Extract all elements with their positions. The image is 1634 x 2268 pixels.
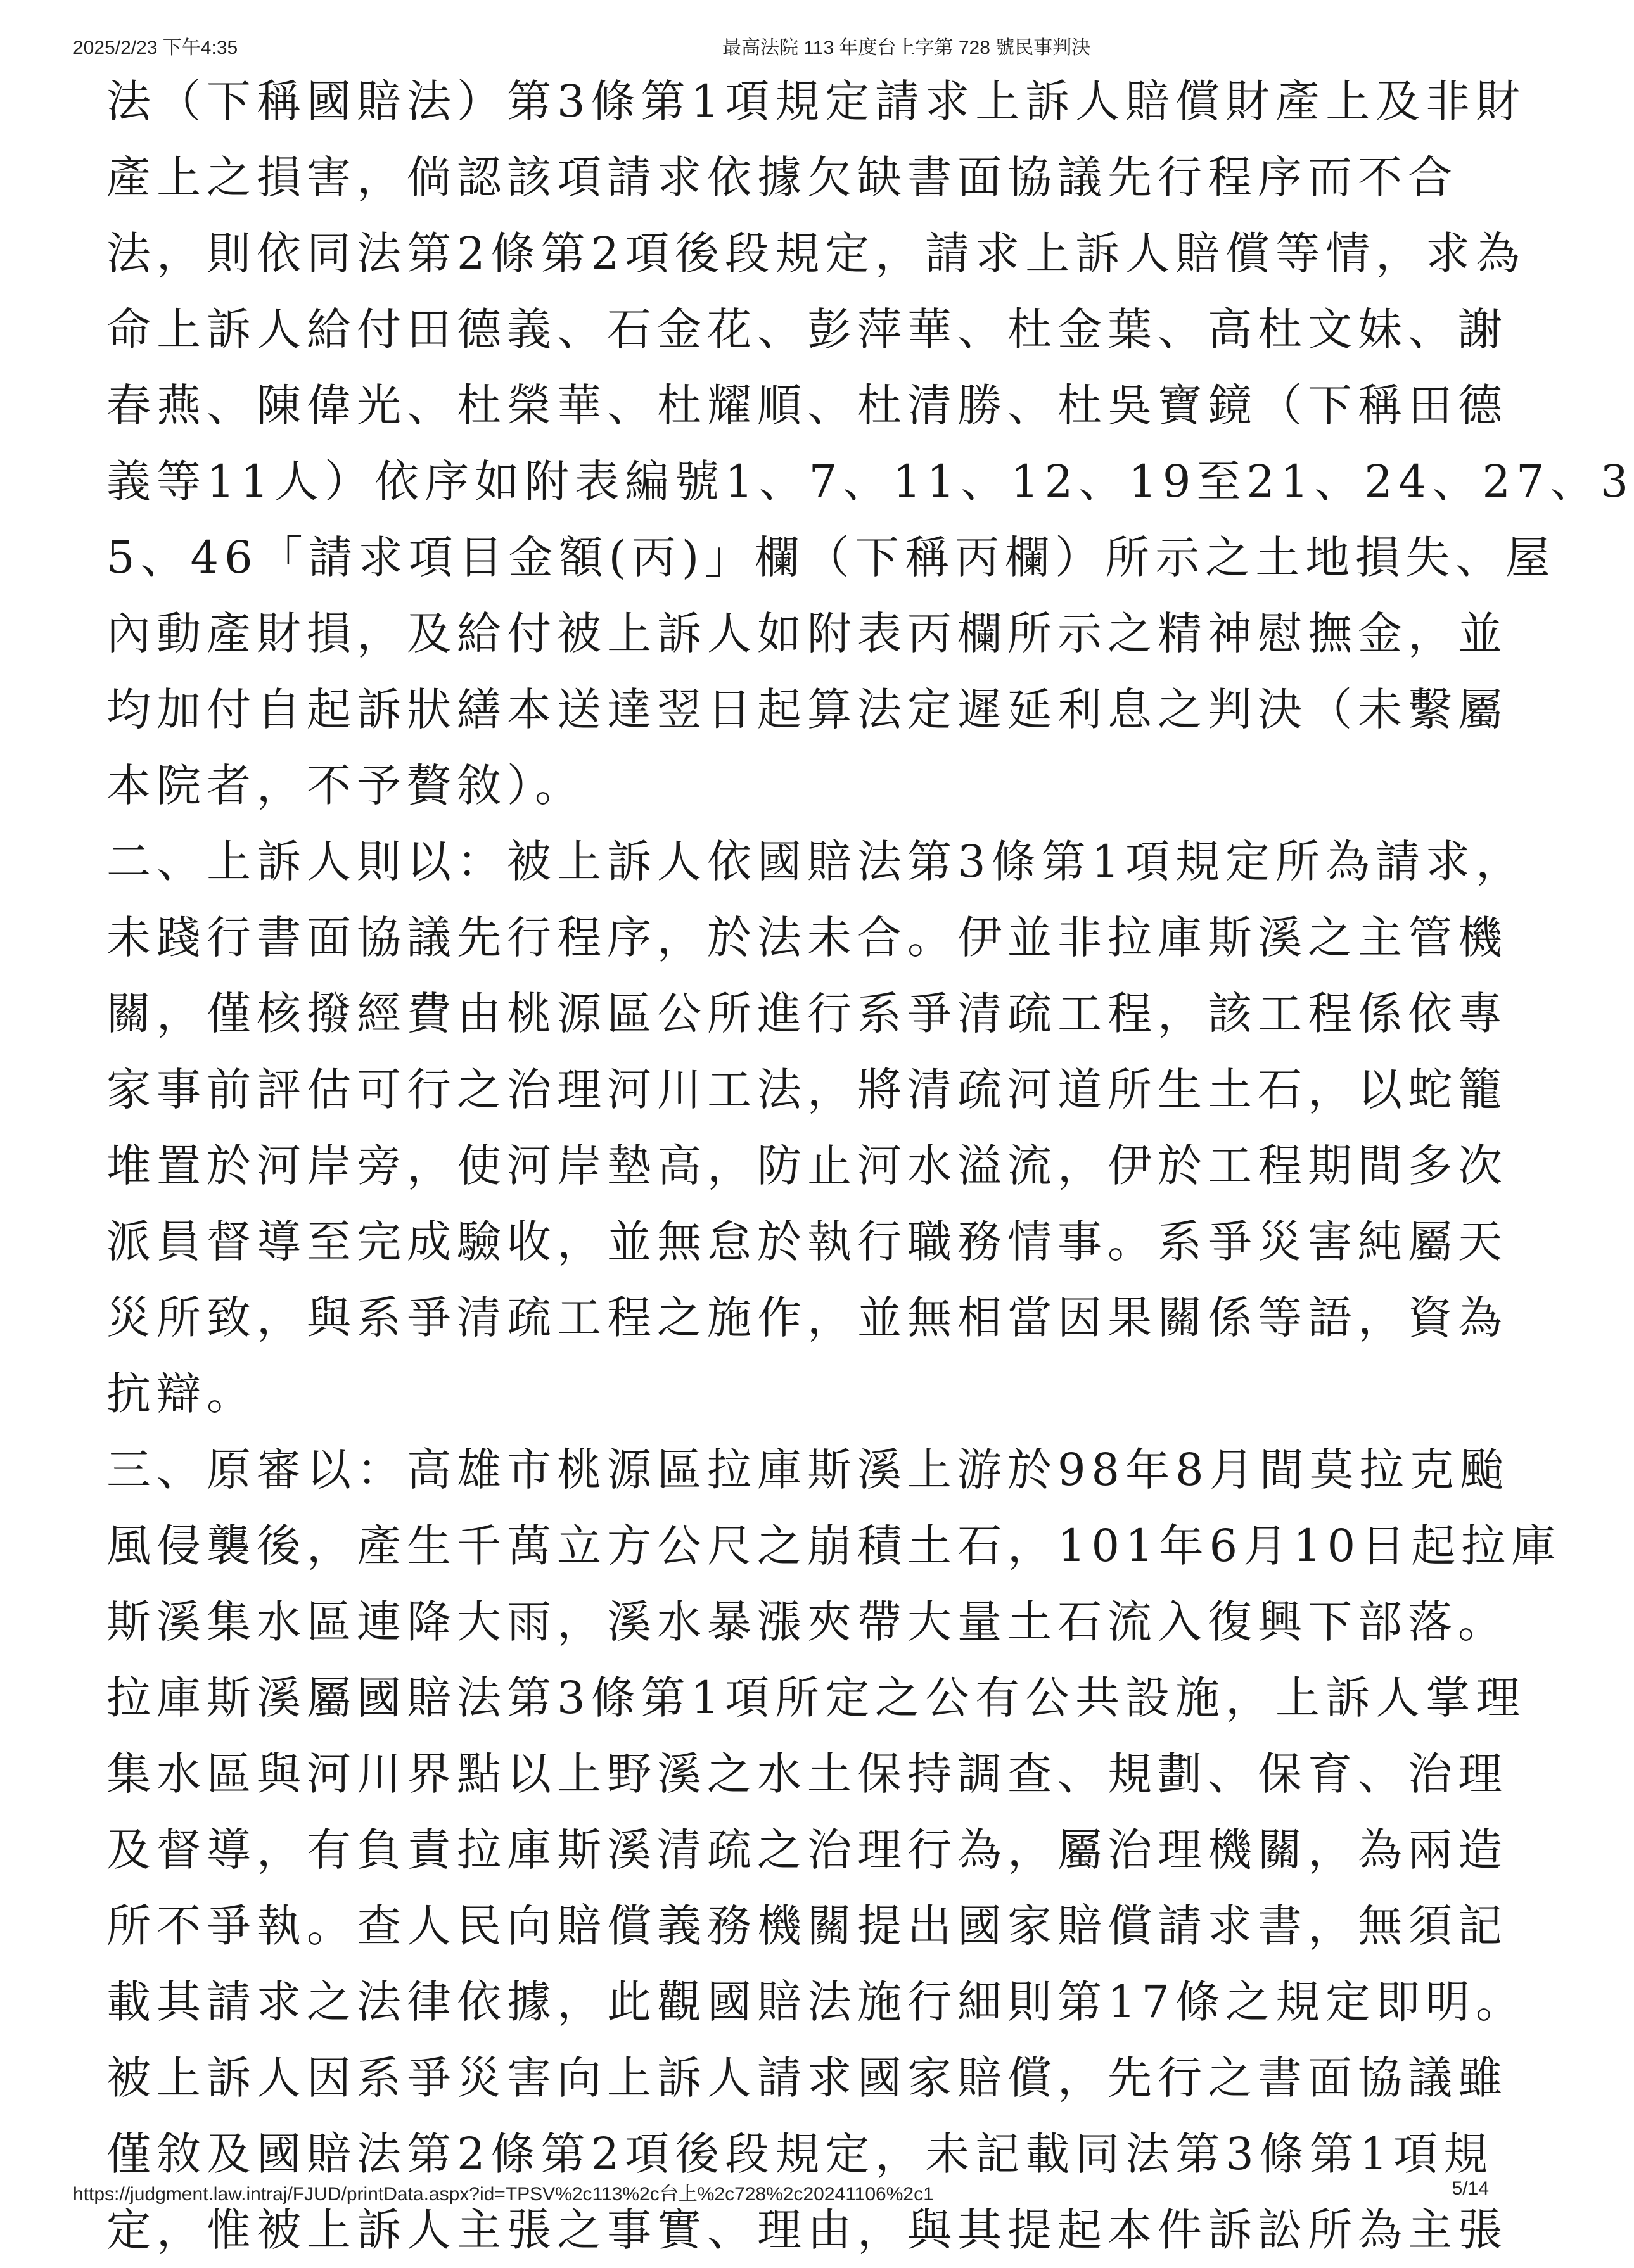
- print-timestamp: 2025/2/23 下午4:35: [73, 37, 238, 58]
- text-line: 家事前評估可行之治理河川工法，將清疏河道所生土石，以蛇籠: [106, 1064, 1508, 1116]
- text-line: 命上訴人給付田德義、石金花、彭萍華、杜金葉、高杜文妹、謝: [106, 303, 1508, 355]
- text-line: 均加付自起訴狀繕本送達翌日起算法定遲延利息之判決（未繫屬: [106, 684, 1508, 736]
- text-line: 未踐行書面協議先行程序，於法未合。伊並非拉庫斯溪之主管機: [106, 912, 1508, 964]
- text-line: 法，則依同法第2條第2項後段規定，請求上訴人賠償等情，求為: [106, 227, 1526, 279]
- text-line: 三、原審以：高雄市桃源區拉庫斯溪上游於98年8月間莫拉克颱: [106, 1444, 1510, 1496]
- text-line: 災所致，與系爭清疏工程之施作，並無相當因果關係等語，資為: [106, 1292, 1508, 1344]
- text-line: 春燕、陳偉光、杜榮華、杜耀順、杜清勝、杜吳寶鏡（下稱田德: [106, 379, 1508, 431]
- text-line: 關，僅核撥經費由桃源區公所進行系爭清疏工程，該工程係依專: [106, 988, 1508, 1040]
- text-line: 產上之損害，倘認該項請求依據欠缺書面協議先行程序而不合: [106, 151, 1458, 203]
- text-line: 內動產財損，及給付被上訴人如附表丙欄所示之精神慰撫金，並: [106, 608, 1508, 659]
- text-line: 載其請求之法律依據，此觀國賠法施行細則第17條之規定即明。: [106, 1976, 1526, 2028]
- text-line: 集水區與河川界點以上野溪之水土保持調查、規劃、保育、治理: [106, 1748, 1508, 1800]
- page-number: 5/14: [1452, 2178, 1489, 2199]
- text-line: 拉庫斯溪屬國賠法第3條第1項所定之公有公共設施，上訴人掌理: [106, 1672, 1526, 1724]
- text-line: 風侵襲後，產生千萬立方公尺之崩積土石，101年6月10日起拉庫: [106, 1520, 1562, 1572]
- text-line: 堆置於河岸旁，使河岸墊高，防止河水溢流，伊於工程期間多次: [106, 1140, 1508, 1192]
- document-title: 最高法院 113 年度台上字第 728 號民事判決: [722, 37, 1091, 58]
- text-line: 僅敘及國賠法第2條第2項後段規定，未記載同法第3條第1項規: [106, 2128, 1494, 2180]
- text-line: 及督導，有負責拉庫斯溪清疏之治理行為，屬治理機關，為兩造: [106, 1824, 1508, 1876]
- text-line: 本院者，不予贅敘）。: [106, 760, 585, 812]
- text-line: 定，惟被上訴人主張之事實、理由，與其提起本件訴訟所為主張: [106, 2204, 1508, 2256]
- text-line: 被上訴人因系爭災害向上訴人請求國家賠償，先行之書面協議雖: [106, 2052, 1508, 2104]
- text-line: 派員督導至完成驗收，並無怠於執行職務情事。系爭災害純屬天: [106, 1216, 1508, 1268]
- text-line: 二、上訴人則以：被上訴人依國賠法第3條第1項規定所為請求，: [106, 836, 1526, 888]
- page-url: https://judgment.law.intraj/FJUD/printData.aspx?id=TPSV%2c113%2c台上%2c728%2c20241106%2c1: [73, 2184, 934, 2205]
- text-line: 所不爭執。查人民向賠償義務機關提出國家賠償請求書，無須記: [106, 1900, 1508, 1952]
- text-line: 法（下稱國賠法）第3條第1項規定請求上訴人賠償財產上及非財: [106, 75, 1526, 127]
- text-line: 斯溪集水區連降大雨，溪水暴漲夾帶大量土石流入復興下部落。: [106, 1596, 1508, 1648]
- text-line: 抗辯。: [106, 1368, 257, 1420]
- text-line: 5、46「請求項目金額(丙)」欄（下稱丙欄）所示之土地損失、屋: [106, 532, 1556, 583]
- text-line: 義等11人）依序如附表編號1、7、11、12、19至21、24、27、3: [106, 456, 1634, 507]
